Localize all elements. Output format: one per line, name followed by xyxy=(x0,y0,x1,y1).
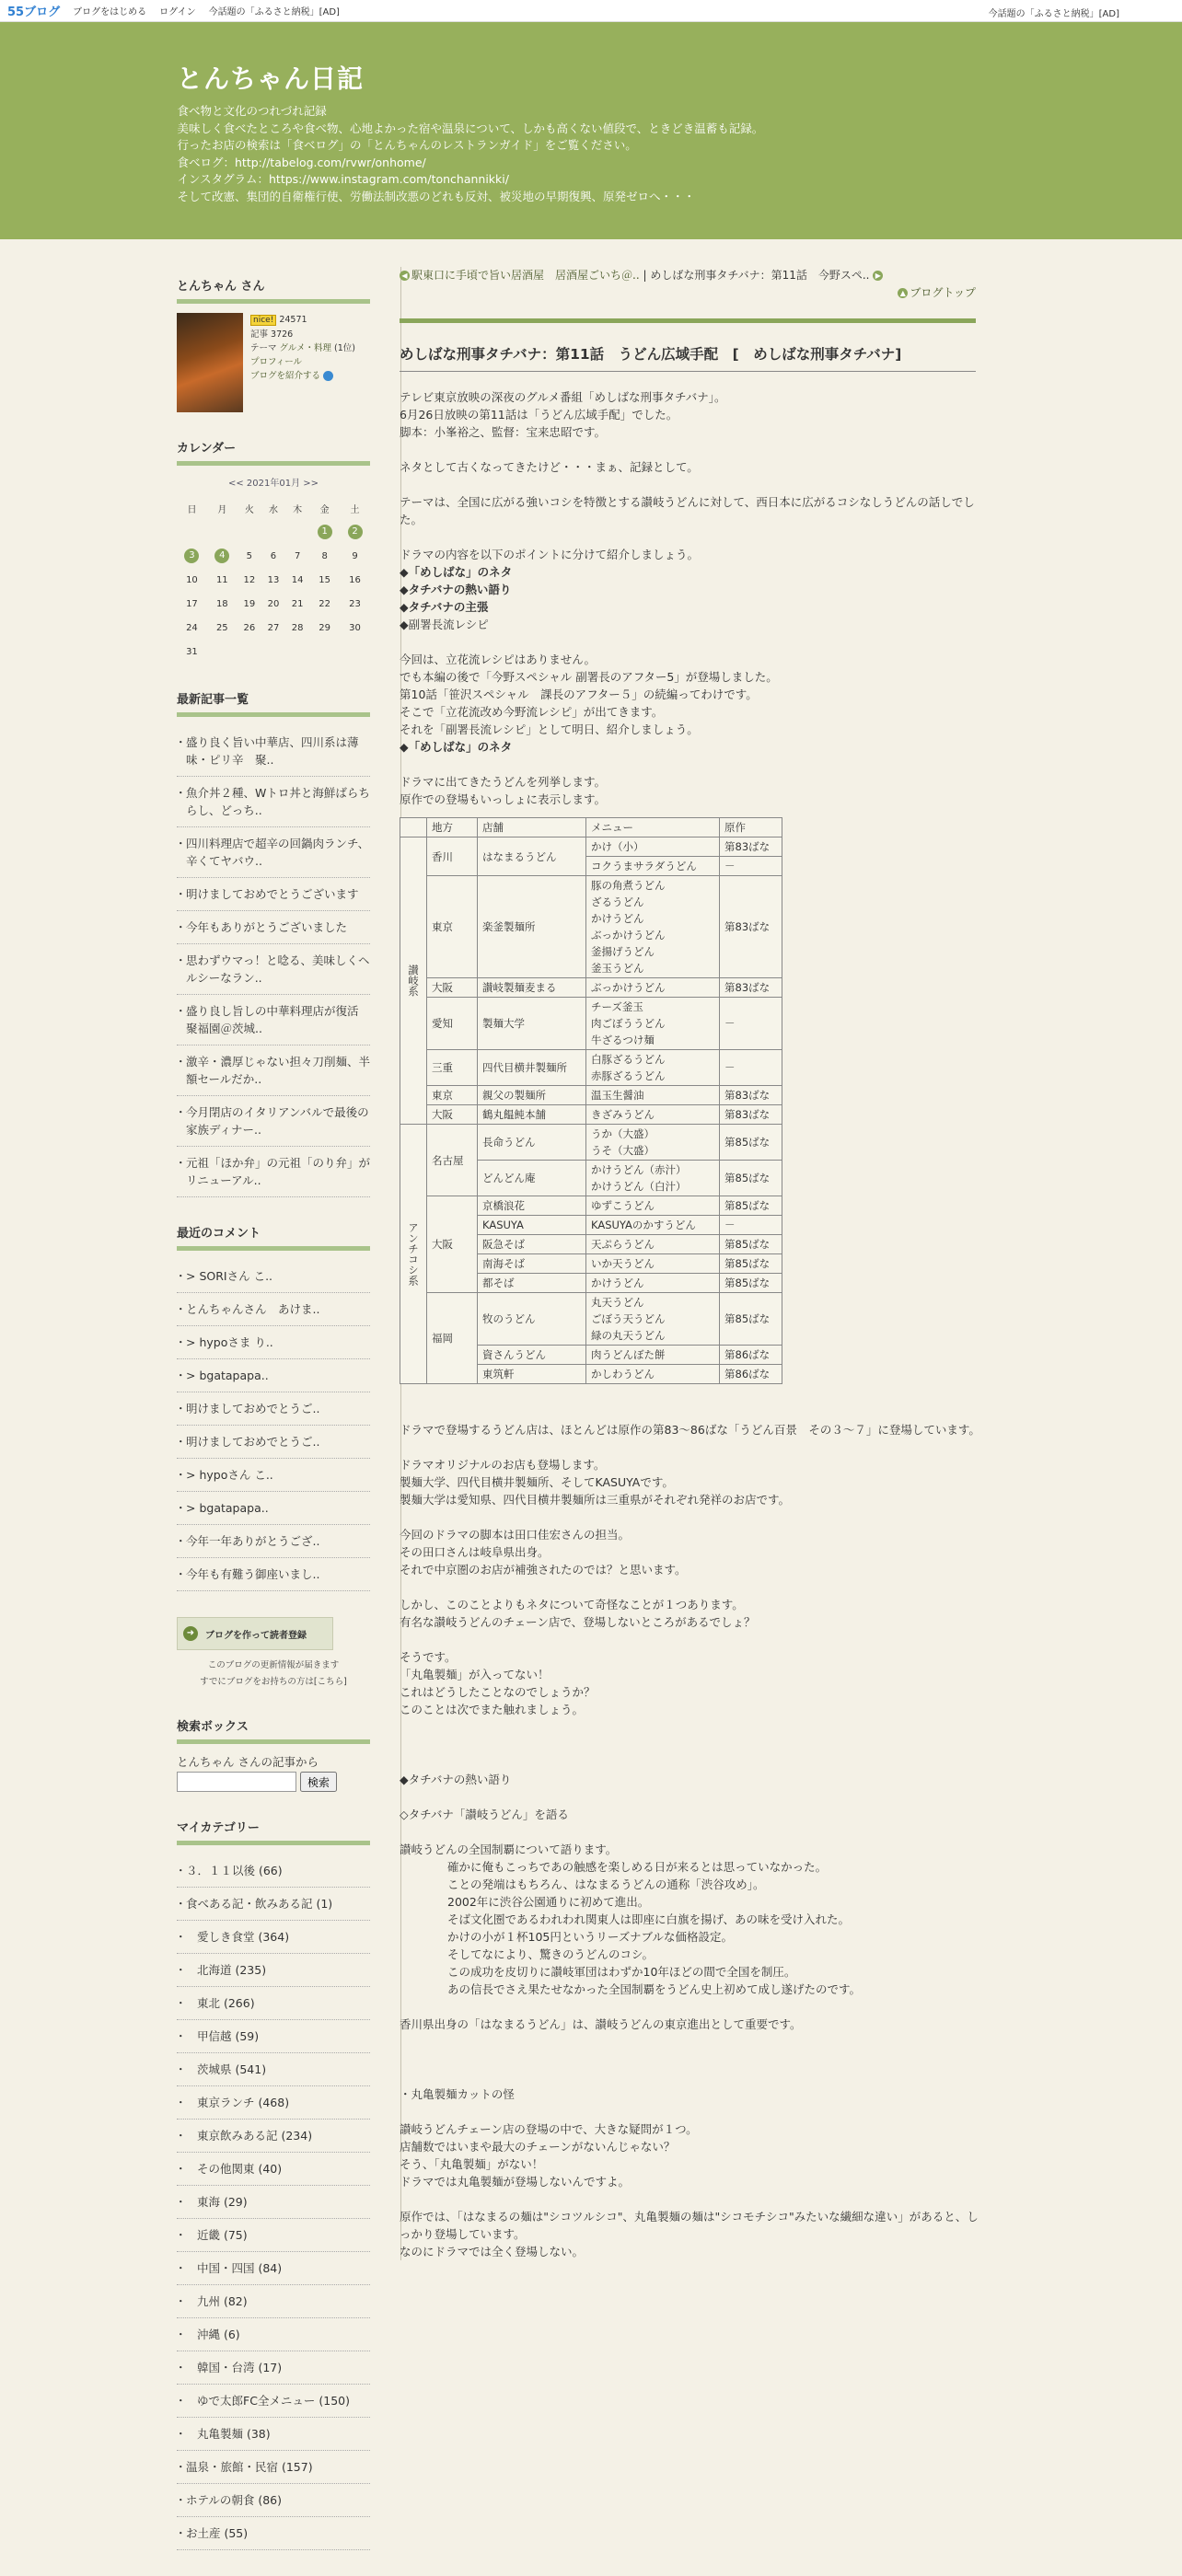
post-paragraph: ドラマで登場するうどん店は、ほとんどは原作の第83～86ばな「うどん百景 その３～７」に登場しています。 ドラマオリジナルのお店も登場します。 製麺大学、四代目横井製麺所、そしてKASUYAです。 製麺大学は愛知県、四代目横井製麺所は三重県がそれぞれ発祥のお店です。 今回のドラマの脚本は田口佳宏さんの担当。 その田口さんは岐阜県出身。 それで中京圏のお店が補強されたのでは？と思います。 しかし、このことよりもネタについて奇怪なことが１つあります。 有名な讃岐うどんのチェーン店で、登場しないところがあるでしょ？ そうです。 「丸亀製麺」が入ってない！ これはどうしたことなのでしょうか？ このことは次でまた触れましょう。 ◆タチバナの熱い語り ◇タチバナ「讃岐うどん」を語る 讃岐うどんの全国制覇について語ります。 xyxy=(400,1423,980,1856)
introduce-icon xyxy=(323,371,333,381)
table-header-cell: 店舗 xyxy=(478,818,586,837)
arrow-left-icon: ◀ xyxy=(400,271,410,281)
site-logo[interactable]: 55ブログ xyxy=(7,6,61,19)
category-item[interactable]: ・ ホテルの朝食 (86) xyxy=(177,2484,370,2517)
recent-comment-item[interactable]: ・ > hypoさん こ.. xyxy=(177,1459,370,1492)
category-item[interactable]: ・ お土産 (55) xyxy=(177,2517,370,2550)
menu-cell: かけ（小） xyxy=(586,837,720,857)
calendar-day: 10 xyxy=(186,574,198,585)
calendar-day: 13 xyxy=(267,574,280,585)
menu-cell: 豚の角煮うどん ざるうどん かけうどん ぶっかけうどん 釜揚げうどん 釜玉うどん xyxy=(586,876,720,978)
region-cell: 東京 xyxy=(427,1086,478,1105)
table-corner xyxy=(400,818,427,837)
source-cell: 第83ばな xyxy=(720,1086,782,1105)
calendar-day: 25 xyxy=(215,622,228,633)
category-item[interactable]: ・ ３．１１以後 (66) xyxy=(177,1854,370,1888)
calendar-day: 15 xyxy=(319,574,331,585)
recent-post-item[interactable]: ・ 激辛・濃厚じゃない担々刀削麺、半額セールだか.. xyxy=(177,1045,370,1096)
reader-register-label: ブログを作って読者登録 xyxy=(205,1630,307,1641)
source-cell: 第85ばな xyxy=(720,1293,782,1346)
recent-post-item[interactable]: ・ 盛り良し旨しの中華料理店が復活 聚福園＠茨城.. xyxy=(177,995,370,1045)
shop-cell: 資さんうどん xyxy=(478,1346,586,1365)
recent-comment-item[interactable]: ・ とんちゃんさん あけま.. xyxy=(177,1293,370,1326)
category-item[interactable]: ・ 甲信越 (59) xyxy=(177,2020,370,2053)
weekday-label: 金 xyxy=(319,504,330,515)
ad-link-right[interactable]: 今話題の「ふるさと納税」[AD] xyxy=(988,9,1119,19)
category-item[interactable]: ・ 中国・四国 (84) xyxy=(177,2252,370,2285)
category-item[interactable]: ・ 東北 (266) xyxy=(177,1987,370,2020)
recent-comment-item[interactable]: ・ 今年一年ありがとうござ.. xyxy=(177,1525,370,1558)
region-cell: 愛知 xyxy=(427,998,478,1050)
point-item: ◆タチバナの主張 xyxy=(400,600,489,614)
calendar-day: 22 xyxy=(319,598,331,609)
category-heading: マイカテゴリー xyxy=(177,1818,370,1845)
recent-comment-item[interactable]: ・ > hypoさま り.. xyxy=(177,1326,370,1359)
source-cell: 第85ばな xyxy=(720,1161,782,1196)
post-title[interactable]: めしばな刑事タチバナ：第11話 うどん広域手配 [ めしばな刑事タチバナ] xyxy=(400,343,976,372)
recent-comments-heading: 最近のコメント xyxy=(177,1223,370,1251)
shop-cell: どんどん庵 xyxy=(478,1161,586,1196)
recent-comment-item[interactable]: ・ 明けましておめでとうご.. xyxy=(177,1426,370,1459)
reader-register-button[interactable] xyxy=(177,1617,333,1650)
avatar[interactable] xyxy=(177,313,243,412)
category-item[interactable]: ・ 食べある記・飲みある記 (1) xyxy=(177,1888,370,1921)
source-cell: － xyxy=(720,998,782,1050)
top-bar xyxy=(0,0,1182,22)
recent-post-item[interactable]: ・ 魚介丼２種、Wトロ丼と海鮮ばらちらし、どっち.. xyxy=(177,777,370,827)
recent-posts-section xyxy=(177,689,370,1197)
category-item[interactable]: ・ 温泉・旅館・民宿 (157) xyxy=(177,2451,370,2484)
point-item: ◆タチバナの熱い語り xyxy=(400,583,512,596)
calendar-day: 6 xyxy=(270,550,277,561)
nice-badge: nice! xyxy=(250,315,276,326)
shop-cell: 讃岐製麺麦まる xyxy=(478,978,586,998)
blog-top-link[interactable]: ブログトップ xyxy=(910,286,976,299)
weekday-label: 水 xyxy=(268,504,278,515)
menu-cell: 温玉生醤油 xyxy=(586,1086,720,1105)
category-item[interactable]: ・ その他関東 (40) xyxy=(177,2153,370,2186)
table-row xyxy=(400,998,782,1050)
region-cell: 香川 xyxy=(427,837,478,876)
theme-label: テーマ xyxy=(250,343,277,353)
search-heading: 検索ボックス xyxy=(177,1716,370,1744)
region-cell: 大阪 xyxy=(427,978,478,998)
source-cell: 第85ばな xyxy=(720,1196,782,1216)
region-cell: 名古屋 xyxy=(427,1125,478,1196)
calendar-day: 27 xyxy=(267,622,280,633)
calendar-day: 16 xyxy=(349,574,361,585)
recent-comments-section xyxy=(177,1223,370,1591)
menu-cell: 白豚ざるうどん 赤豚ざるうどん xyxy=(586,1050,720,1086)
calendar-day: 17 xyxy=(186,598,198,609)
theme-link[interactable]: グルメ・料理 xyxy=(279,343,331,353)
introduce-link[interactable]: ブログを紹介する xyxy=(250,371,321,381)
nice-count: 24571 xyxy=(279,315,307,325)
category-list xyxy=(177,1854,370,2550)
shop-cell: 京橋浪花 xyxy=(478,1196,586,1216)
recent-post-item[interactable]: ・ 元祖「ほか弁」の元祖「のり弁」がリニューアル.. xyxy=(177,1147,370,1197)
source-cell: 第85ばな xyxy=(720,1254,782,1274)
region-cell: 福岡 xyxy=(427,1293,478,1384)
calendar-day: 26 xyxy=(243,622,256,633)
shop-cell: 東筑軒 xyxy=(478,1365,586,1384)
search-label: とんちゃん さんの記事から xyxy=(177,1755,319,1769)
table-header-cell: メニュー xyxy=(586,818,720,837)
menu-cell: かけうどん xyxy=(586,1274,720,1293)
category-section xyxy=(177,1818,370,2550)
shop-cell: 都そば xyxy=(478,1274,586,1293)
arrow-up-icon: ▲ xyxy=(898,288,908,298)
reader-note: このブログの更新情報が届きます xyxy=(207,1660,340,1670)
calendar-day: 23 xyxy=(349,598,361,609)
point-item: ◆「めしばな」のネタ xyxy=(400,565,513,579)
title-divider xyxy=(400,318,976,323)
recent-comment-item[interactable]: ・ > bgatapapa.. xyxy=(177,1492,370,1525)
category-item[interactable]: ・ 丸亀製麺 (38) xyxy=(177,2418,370,2451)
start-blog-link[interactable]: ブログをはじめる xyxy=(73,7,147,17)
menu-cell: コクうまサラダうどん xyxy=(586,857,720,876)
prev-post-link[interactable]: 駅東口に手頃で旨い居酒屋 居酒屋ごいち＠.. xyxy=(411,269,640,282)
calendar-day: 31 xyxy=(186,646,198,657)
section-heading: ◆「めしばな」のネタ xyxy=(400,740,513,754)
search-section xyxy=(177,1716,370,1792)
table-header-cell: 地方 xyxy=(427,818,478,837)
recent-posts-heading: 最新記事一覧 xyxy=(177,689,370,717)
calendar-table xyxy=(177,496,370,664)
recent-post-item[interactable]: ・ 盛り良く旨い中華店、四川系は薄味・ピリ辛 聚.. xyxy=(177,726,370,777)
profile-link[interactable]: プロフィール xyxy=(250,357,303,367)
calendar-section xyxy=(177,438,370,664)
calendar-day: 8 xyxy=(321,550,328,561)
group-cell: アンチコシ系 xyxy=(400,1125,427,1384)
post-paragraph: テレビ東京放映の深夜のグルメ番組「めしばな刑事タチバナ」。 6月26日放映の第11話は「うどん広域手配」でした。 脚本：小峯裕之、監督：宝来忠昭です。 ネタとして古くなってきたけど・・・まぁ、記録として。 テーマは、全国に広がる強いコシを特徴とする讃岐うどんに対して、西日本に広がるコシなしうどんの話しでした。 ドラマの内容を以下のポイントに分けて紹介しましょう。 xyxy=(400,390,975,561)
post-paragraph: ドラマに出てきたうどんを列挙します。 原作での登場もいっしょに表示します。 xyxy=(400,775,607,806)
weekday-label: 木 xyxy=(293,504,303,515)
arrow-right-icon: ▶ xyxy=(873,271,883,281)
category-item[interactable]: ・ ゆで太郎FC全メニュー (150) xyxy=(177,2385,370,2418)
source-cell: 第83ばな xyxy=(720,876,782,978)
theme-rank: (1位) xyxy=(334,343,355,353)
category-item[interactable]: ・ 東京飲みある記 (234) xyxy=(177,2120,370,2153)
blog-description: 食べ物と文化のつれづれ記録 美味しく食べたところや食べ物、心地よかった宿や温泉について、しかも高くない値段で、ときどき温蓄も記録。 行ったお店の検索は「食べログ」の「とんちゃんのレストランガイド」をご覧ください。 食べログ：http://tabelog.com/rvwr/onhome/ インスタグラム：https://www.instagram.com/tonchannikki/ そして改憲、集団的自衛権行使、労働法制改悪のどれも反対、被災地の早期復興、原発ゼロへ・・・ xyxy=(177,104,764,203)
recent-comment-item[interactable]: ・ 今年も有難う御座いまし.. xyxy=(177,1558,370,1591)
table-row xyxy=(400,1105,782,1125)
region-cell: 東京 xyxy=(427,876,478,978)
arrow-right-icon: ➜ xyxy=(183,1626,198,1641)
source-cell: － xyxy=(720,1216,782,1235)
source-cell: 第83ばな xyxy=(720,1105,782,1125)
menu-cell: 天ぷらうどん xyxy=(586,1235,720,1254)
quote-block: 確かに俺もこっちであの触感を楽しめる日が来るとは思っていなかった。 ことの発端はもちろん、はなまるうどんの通称「渋谷攻め」。 2002年に渋谷公園通りに初めて進出。 そば文化圏であるわれわれ関東人は即座に白旗を揚げ、あの味を受け入れた。 かけの小が１杯105円というリーズナブルな価格設定。 そしてなにより、驚きのうどんのコシ。 この成功を皮切りに讃岐軍団はわずか10年ほどの間で全国を制圧。 あの信長でさえ果たせなかった全国制覇をうどん史上初めて成し遂げたのです。 xyxy=(447,1860,862,1996)
calendar-day: 7 xyxy=(294,550,301,561)
reader-section xyxy=(177,1617,370,1691)
article-count: 記事 3726 xyxy=(250,329,294,340)
search-input[interactable] xyxy=(177,1772,296,1792)
point-item: ◆副署長流レシピ xyxy=(400,618,489,631)
recent-post-item[interactable]: ・ 思わずウマっ！と唸る、美味しくヘルシーなラン.. xyxy=(177,944,370,995)
shop-cell: KASUYA xyxy=(478,1216,586,1235)
table-row xyxy=(400,1196,782,1216)
shop-cell: 長命うどん xyxy=(478,1125,586,1161)
table-row xyxy=(400,978,782,998)
calendar-day: 11 xyxy=(215,574,228,585)
menu-cell: かしわうどん xyxy=(586,1365,720,1384)
calendar-day-linked[interactable]: 3 xyxy=(184,549,199,563)
shop-cell: 四代目横井製麺所 xyxy=(478,1050,586,1086)
source-cell: 第86ばな xyxy=(720,1365,782,1384)
shop-cell: 製麺大学 xyxy=(478,998,586,1050)
category-item[interactable]: ・ 九州 (82) xyxy=(177,2285,370,2318)
main-content xyxy=(400,267,1004,2260)
source-cell: － xyxy=(720,857,782,876)
sidebar xyxy=(177,276,370,2576)
calendar-day: 5 xyxy=(246,550,253,561)
menu-cell: うか（大盛） うそ（大盛） xyxy=(586,1125,720,1161)
calendar-day: 24 xyxy=(186,622,198,633)
nav-separator: | xyxy=(639,269,651,282)
source-cell: － xyxy=(720,1050,782,1086)
table-row xyxy=(400,876,782,978)
calendar-heading: カレンダー xyxy=(177,438,370,466)
source-cell: 第85ばな xyxy=(720,1125,782,1161)
category-item[interactable]: ・ 沖縄 (6) xyxy=(177,2318,370,2351)
weekday-label: 火 xyxy=(244,504,254,515)
table-row xyxy=(400,1293,782,1346)
calendar-day: 19 xyxy=(243,598,256,609)
menu-cell: KASUYAのかすうどん xyxy=(586,1216,720,1235)
category-item[interactable]: ・ 東京ランチ (468) xyxy=(177,2086,370,2120)
category-item[interactable]: ・ 韓国・台湾 (17) xyxy=(177,2351,370,2385)
shop-cell: 牧のうどん xyxy=(478,1293,586,1346)
current-post-crumb: めしばな刑事タチバナ：第11話 今野スペ.. xyxy=(650,269,870,282)
search-button[interactable]: 検索 xyxy=(300,1772,337,1792)
blog-header xyxy=(0,22,1182,239)
category-item[interactable]: ・ 東海 (29) xyxy=(177,2186,370,2219)
shop-cell: 鶴丸饂飩本舗 xyxy=(478,1105,586,1125)
post-paragraph: 香川県出身の「はなまるうどん」は、讃岐うどんの東京進出として重要です。 ・丸亀製麺カットの怪 讃岐うどんチェーン店の登場の中で、大きな疑問が１つ。 店舗数ではいまや最大のチェーンがないんじゃない？ そう、「丸亀製麺」がない！ ドラマでは丸亀製麺が登場しないんですよ。 原作では、「はなまるの麺は"シコツルシコ"、丸亀製麺の麺は"シコモチシコ"みたいな繊細な違い」があると、しっかり登場しています。 なのにドラマでは全く登場しない。 xyxy=(400,2017,979,2258)
category-item[interactable]: ・ 茨城県 (541) xyxy=(177,2053,370,2086)
source-cell: 第85ばな xyxy=(720,1235,782,1254)
blog-title[interactable]: とんちゃん日記 xyxy=(177,64,365,94)
recent-comment-item[interactable]: ・ > bgatapapa.. xyxy=(177,1359,370,1392)
weekday-label: 日 xyxy=(187,504,197,515)
recent-comments-list xyxy=(177,1260,370,1591)
calendar-day-linked[interactable]: 4 xyxy=(214,549,229,563)
udon-table xyxy=(400,817,782,1384)
calendar-day: 20 xyxy=(267,598,280,609)
recent-post-item[interactable]: ・ 今月閉店のイタリアンバルで最後の家族ディナー.. xyxy=(177,1096,370,1147)
table-row xyxy=(400,837,782,857)
calendar-day: 9 xyxy=(352,550,358,561)
profile-section xyxy=(177,276,370,412)
recent-post-item[interactable]: ・ 四川料理店で超辛の回鍋肉ランチ、辛くてヤバウ.. xyxy=(177,827,370,878)
menu-cell: 肉うどんぼた餅 xyxy=(586,1346,720,1365)
table-row xyxy=(400,1125,782,1161)
shop-cell: 楽釜製麺所 xyxy=(478,876,586,978)
recent-posts-list xyxy=(177,726,370,1197)
region-cell: 大阪 xyxy=(427,1105,478,1125)
weekday-label: 月 xyxy=(217,504,227,515)
menu-cell: チーズ釜玉 肉ごぼううどん 牛ざるつけ麺 xyxy=(586,998,720,1050)
shop-cell: はなまるうどん xyxy=(478,837,586,876)
source-cell: 第83ばな xyxy=(720,837,782,857)
shop-cell: 阪急そば xyxy=(478,1235,586,1254)
menu-cell: ゆずこうどん xyxy=(586,1196,720,1216)
calendar-day-linked[interactable]: 1 xyxy=(318,525,332,539)
login-link[interactable]: ログイン xyxy=(159,7,196,17)
table-row xyxy=(400,1050,782,1086)
menu-cell: かけうどん（赤汁） かけうどん（白汁） xyxy=(586,1161,720,1196)
recent-comment-item[interactable]: ・ > SORIさん こ.. xyxy=(177,1260,370,1293)
calendar-day: 14 xyxy=(291,574,304,585)
shop-cell: 南海そば xyxy=(478,1254,586,1274)
recent-post-item[interactable]: ・ 明けましておめでとうございます xyxy=(177,878,370,911)
source-cell: 第85ばな xyxy=(720,1274,782,1293)
source-cell: 第83ばな xyxy=(720,978,782,998)
category-item[interactable]: ・ 近畿 (75) xyxy=(177,2219,370,2252)
recent-post-item[interactable]: ・ 今年もありがとうございました xyxy=(177,911,370,944)
menu-cell: いか天うどん xyxy=(586,1254,720,1274)
table-row xyxy=(400,1086,782,1105)
calendar-day: 18 xyxy=(215,598,228,609)
source-cell: 第86ばな xyxy=(720,1346,782,1365)
ad-link[interactable]: 今話題の「ふるさと納税」[AD] xyxy=(208,7,340,17)
menu-cell: きざみうどん xyxy=(586,1105,720,1125)
region-cell: 大阪 xyxy=(427,1196,478,1293)
weekday-label: 土 xyxy=(350,504,360,515)
table-header-cell: 原作 xyxy=(720,818,782,837)
category-item[interactable]: ・ 北海道 (235) xyxy=(177,1954,370,1987)
reader-existing-link[interactable]: すでにブログをお持ちの方は[こちら] xyxy=(200,1677,347,1687)
calendar-month-nav[interactable]: << 2021年01月 >> xyxy=(227,479,319,489)
menu-cell: 丸天うどん ごぼう天うどん 緑の丸天うどん xyxy=(586,1293,720,1346)
post-body xyxy=(400,388,985,2260)
profile-heading: とんちゃん さん xyxy=(177,276,370,304)
post-paragraph: 今回は、立花流レシピはありません。 でも本編の後で「今野スペシャル 副署長のアフター5」が登場しました。 第10話「笹沢スペシャル 課長のアフター５」の続編ってわけです。 そこで「立花流改め今野流レシピ」が出てきます。 それを「副署長流レシピ」として明日、紹介しましょう。 xyxy=(400,653,778,736)
calendar-day: 28 xyxy=(291,622,304,633)
calendar-day: 12 xyxy=(243,574,256,585)
recent-comment-item[interactable]: ・ 明けましておめでとうご.. xyxy=(177,1392,370,1426)
calendar-day-linked[interactable]: 2 xyxy=(348,525,363,539)
category-item[interactable]: ・ 愛しき食堂 (364) xyxy=(177,1921,370,1954)
region-cell: 三重 xyxy=(427,1050,478,1086)
calendar-day: 29 xyxy=(319,622,331,633)
group-cell: 讃岐系 xyxy=(400,837,427,1125)
shop-cell: 親父の製麺所 xyxy=(478,1086,586,1105)
calendar-day: 21 xyxy=(291,598,304,609)
menu-cell: ぶっかけうどん xyxy=(586,978,720,998)
calendar-day: 30 xyxy=(349,622,361,633)
